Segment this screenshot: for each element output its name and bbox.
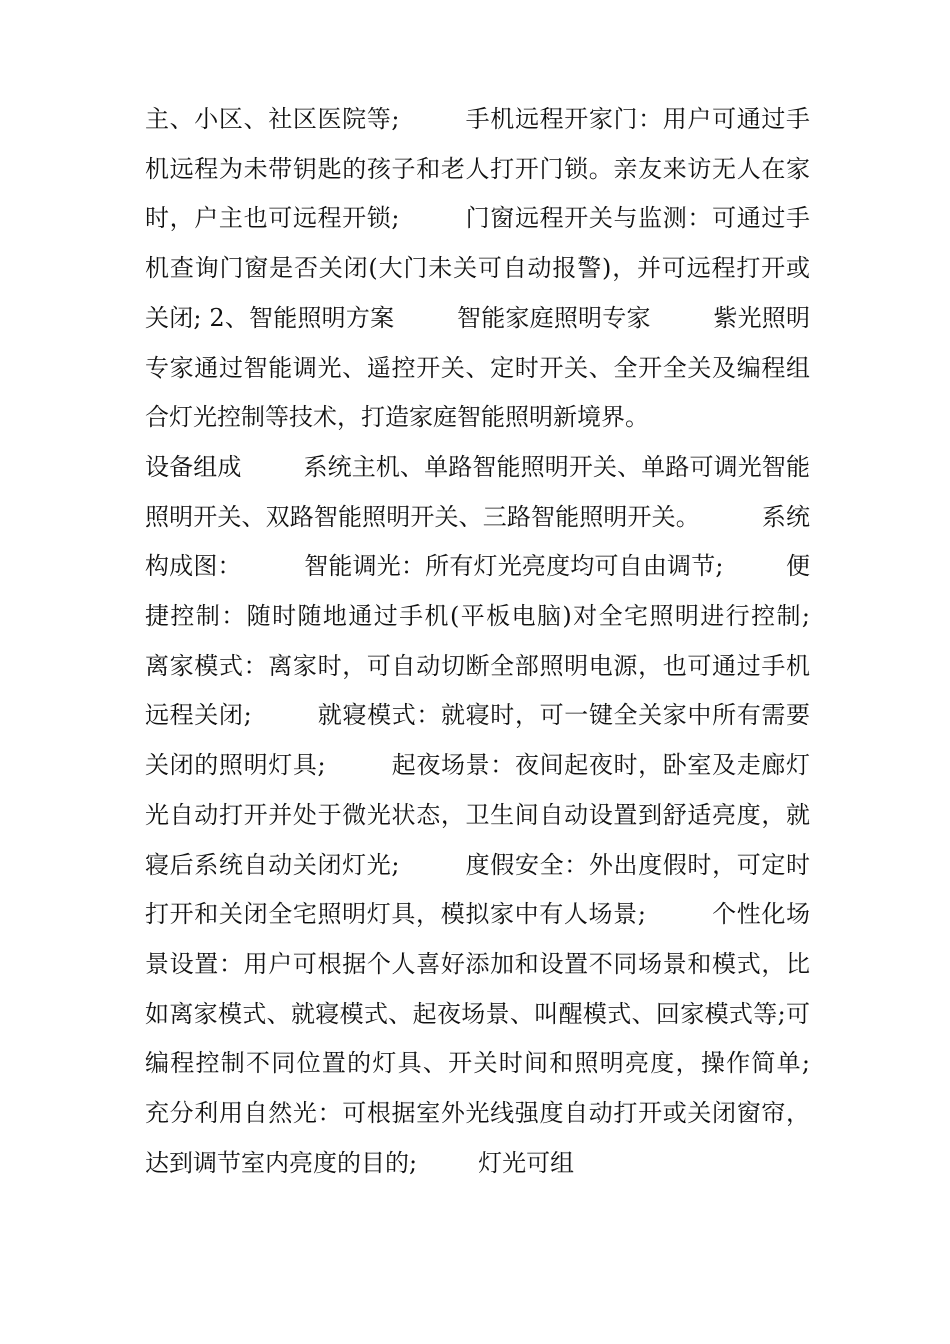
paragraph-smart-home-intro: 主、小区、社区医院等; 手机远程开家门：用户可通过手机远程为未带钥匙的孩子和老人打开门锁。亲友来访无人在家时，户主也可远程开锁; 门窗远程开关与监测：可通过手机查询门窗是否关闭(大门未关可自动报警)，并可远程打开或关闭; 2、智能照明方案 智能家庭照明专家 紫光照明专家通过智能调光、遥控开关、定时开关、全开全关及编程组合灯光控制等技术，打造家庭智能照明新境界。 bbox=[145, 105, 810, 432]
paragraph-device-composition: 设备组成 系统主机、单路智能照明开关、单路可调光智能照明开关、双路智能照明开关、三路智能照明开关。 系统构成图： 智能调光：所有灯光亮度均可自由调节; 便捷控制：随时随地通过手机(平板电脑)对全宅照明进行控制; 离家模式：离家时，可自动切断全部照明电源，也可通过手机远程关闭; 就寝模式：就寝时，可一键全关家中所有需要关闭的照明灯具; 起夜场景：夜间起夜时，卧室及走廊灯光自动打开并处于微光状态，卫生间自动设置到舒适亮度，就寝后系统自动关闭灯光; 度假安全：外出度假时，可定时打开和关闭全宅照明灯具，模拟家中有人场景; 个性化场景设置：用户可根据个人喜好添加和设置不同场景和模式，比如离家模式、就寝模式、起夜场景、叫醒模式、回家模式等;可编程控制不同位置的灯具、开关时间和照明亮度，操作简单; 充分利用自然光：可根据室外光线强度自动打开或关闭窗帘，达到调节室内亮度的目的; 灯光可组 bbox=[145, 452, 872, 1177]
document-body bbox=[145, 95, 872, 1188]
